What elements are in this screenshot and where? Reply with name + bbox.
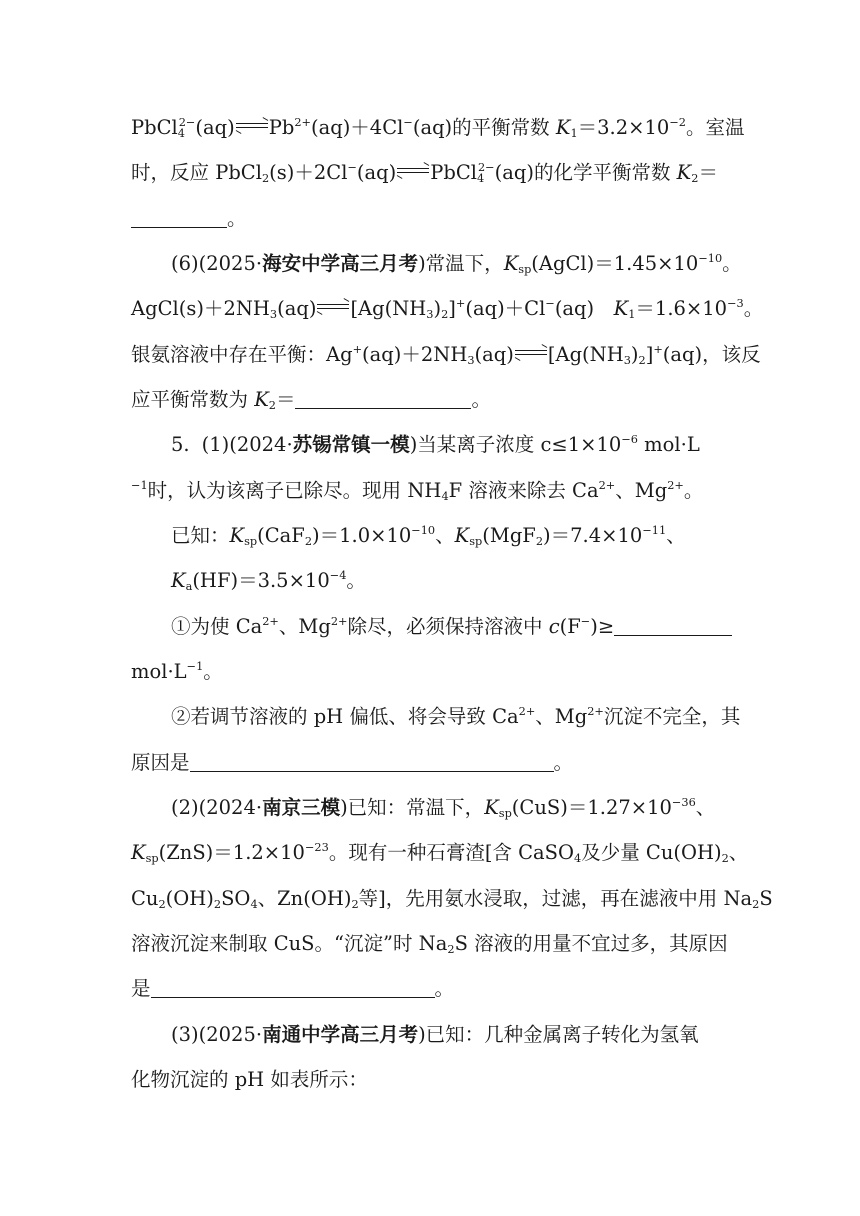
text-line: $mol\cdot L^{-1}$。 [131, 659, 223, 683]
equilibrium-arrow-icon [317, 303, 349, 311]
text-line: $^{-1}$时，认为该离子已除尽。现用 $NH_4F$ 溶液来除去 $Ca^{2+}$、$Mg^{2+}$。 [131, 478, 704, 504]
text-line: 溶液沉淀来制取 CuS。“沉淀”时 $Na_2S$ 溶液的用量不宜过多，其原因 [131, 932, 728, 957]
answer-blank[interactable] [131, 226, 227, 228]
text-line: 原因是 。 [131, 751, 574, 774]
text-line: 时，反应 PbCl$_2$(s)＋2Cl−(aq) PbCl$_4^{2-}$(aq)的化学平衡常数 $K_2=$ [131, 160, 718, 186]
text-line: ②若调节溶液的 pH 偏低、将会导致 $Ca^{2+}$、$Mg^{2+}$沉淀不完全，其 [171, 704, 741, 728]
text-line: $AgCl(s)+2NH_3(aq)$ $[Ag(NH_3)_2]^+(aq)+Cl^-(aq)$ $K_1=1.6\times 10^{-3}$。 [131, 296, 764, 322]
answer-blank[interactable] [190, 770, 554, 772]
equilibrium-arrow-icon [397, 167, 429, 175]
text-line: 银氨溶液中存在平衡：$Ag^+(aq)+2NH_3(aq)$ $[Ag(NH_3)_2]^+(aq)$，该反 [131, 342, 761, 368]
answer-blank[interactable] [614, 634, 732, 636]
text-line: $Cu_2(OH)_2SO_4$、$Zn(OH)_2$等]，先用氨水浸取，过滤，再在滤液中用 $Na_2S$ [131, 887, 773, 912]
question-5-3-line: (3)(2025·南通中学高三月考)已知：几种金属离子转化为氢氧 [171, 1023, 699, 1046]
text-line: 应平衡常数为 $K_2=$ 。 [131, 388, 491, 413]
text-line: 是 。 [131, 977, 455, 1000]
text-line: $K_{sp}(ZnS)=1.2\times 10^{-23}$。现有一种石膏渣[含 CaSO$_4$及少量 $Cu(OH)_2$、 [131, 840, 749, 866]
answer-blank[interactable] [151, 996, 435, 998]
question-6-line: (6)(2025·海安中学高三月考)常温下，$K_{sp}(AgCl)=1.45\times 10^{-10}$。 [171, 251, 742, 277]
text-line: ①为使 $Ca^{2+}$、$Mg^{2+}$除尽，必须保持溶液中 c(F−)≥ [171, 617, 732, 637]
equilibrium-arrow-icon [236, 122, 268, 130]
text-line: $K_a(HF)=3.5\times 10^{-4}$。 [171, 568, 366, 594]
question-5-line: 5. (1)(2024·苏锡常镇一模)当某离子浓度 $c\le 1\times 10^{-6}$ mol·L [171, 432, 700, 456]
text-line: PbCl$_4^{2-}$(aq) $Pb^{2+}(aq)+4Cl^-(aq)$的平衡常数 $K_1=3.2\times 10^{-2}$。室温 [131, 115, 745, 141]
answer-blank[interactable] [295, 407, 471, 409]
text-line: 已知：$K_{sp}(CaF_2)=1.0\times 10^{-10}$、$K_{sp}(MgF_2)=7.4\times 10^{-11}$、 [171, 523, 686, 549]
text-line: 。 [131, 209, 247, 229]
equilibrium-arrow-icon [515, 349, 547, 357]
text-line: 化物沉淀的 pH 如表所示： [131, 1068, 368, 1091]
question-5-2-line: (2)(2024·南京三模)已知：常温下，$K_{sp}(CuS)=1.27\times 10^{-36}$、 [171, 795, 716, 821]
